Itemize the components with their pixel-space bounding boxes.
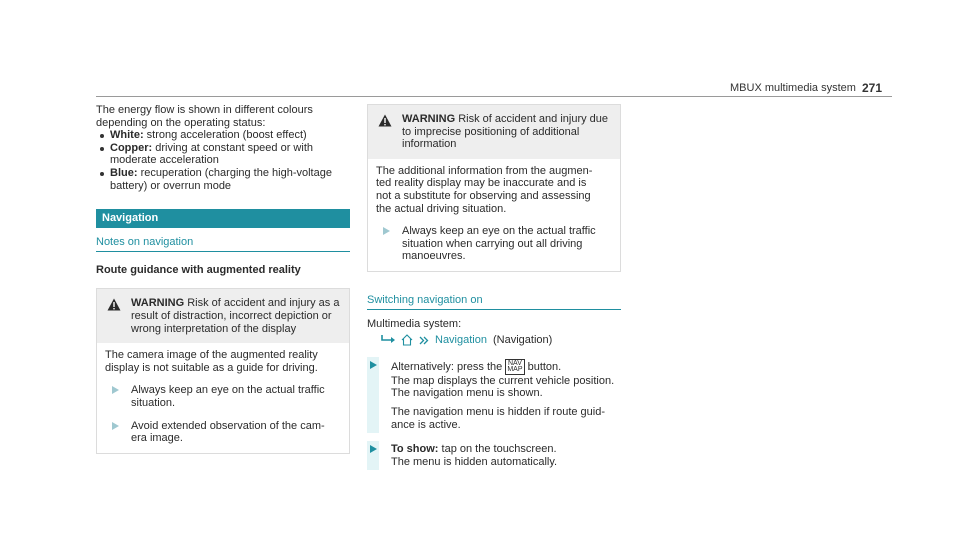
left-column xyxy=(96,104,350,454)
instruction: Always keep an eye on the actual traffic situation. xyxy=(105,384,341,409)
navigation-link[interactable]: Navigation xyxy=(435,334,487,347)
warning-triangle-icon xyxy=(378,114,392,127)
instruction: Always keep an eye on the actual traffic situation when carrying out all driving manoeuvres. xyxy=(376,225,612,263)
running-title: MBUX multimedia system xyxy=(730,82,856,94)
menu-path: Navigation (Navigation) xyxy=(367,334,621,347)
right-column xyxy=(367,104,621,468)
arrow-right-icon xyxy=(383,227,390,235)
arrow-right-icon xyxy=(112,386,119,394)
intro-text: The energy flow is shown in different colours depending on the operating status: xyxy=(96,104,313,129)
instruction: Avoid extended observation of the cam- era image. xyxy=(105,420,341,445)
list-item: Blue: recuperation (charging the high-voltage battery) or overrun mode xyxy=(96,167,350,192)
subsection-heading: Switching navigation on xyxy=(367,294,621,310)
warning-box xyxy=(96,288,350,453)
home-icon xyxy=(401,334,413,346)
arrow-right-icon xyxy=(370,361,377,369)
warning-triangle-icon xyxy=(107,298,121,311)
section-heading-bar: Navigation xyxy=(96,209,350,228)
colour-list xyxy=(96,129,350,192)
list-item: Copper: driving at constant speed or with moderate acceleration xyxy=(96,142,350,167)
subsection-heading: Notes on navigation xyxy=(96,236,350,252)
path-arrow-icon xyxy=(381,335,395,345)
page-number: 271 xyxy=(862,81,883,95)
arrow-right-icon xyxy=(370,445,377,453)
topic-heading: Route guidance with augmented reality xyxy=(96,263,301,276)
warning-body: The additional information from the augmen- ted reality display may be inaccurate and is not a substitute for observing and assessing the actual driving situation. Always keep an eye on the actual traffic situation when carrying out all driving manoeuvres. xyxy=(368,159,620,271)
warning-header: WARNING Risk of accident and injury due to imprecise positioning of additional information xyxy=(368,105,620,159)
arrow-right-icon xyxy=(112,422,119,430)
warning-box xyxy=(367,104,621,272)
list-item: White: strong acceleration (boost effect) xyxy=(96,129,350,142)
header-rule xyxy=(96,96,892,97)
instruction-step: To show: tap on the touchscreen. The menu is hidden automatically. xyxy=(367,443,621,468)
nav-map-button-icon: NAV MAP xyxy=(507,359,523,373)
double-chevron-icon xyxy=(419,336,429,345)
instruction-step: Alternatively: press the NAV MAP button. The map displays the current vehicle position. The navigation menu is shown. The navigation menu is hidden if route guid- ance is active. xyxy=(367,359,621,431)
system-label: Multimedia system: xyxy=(367,317,462,330)
warning-header: WARNING Risk of accident and injury as a result of distraction, incorrect depiction or wrong interpretation of the display xyxy=(97,289,349,343)
warning-body: The camera image of the augmented reality display is not suitable as a guide for driving. Always keep an eye on the actual traffic situation. Avoid extended observation of the cam- era image. xyxy=(97,343,349,453)
